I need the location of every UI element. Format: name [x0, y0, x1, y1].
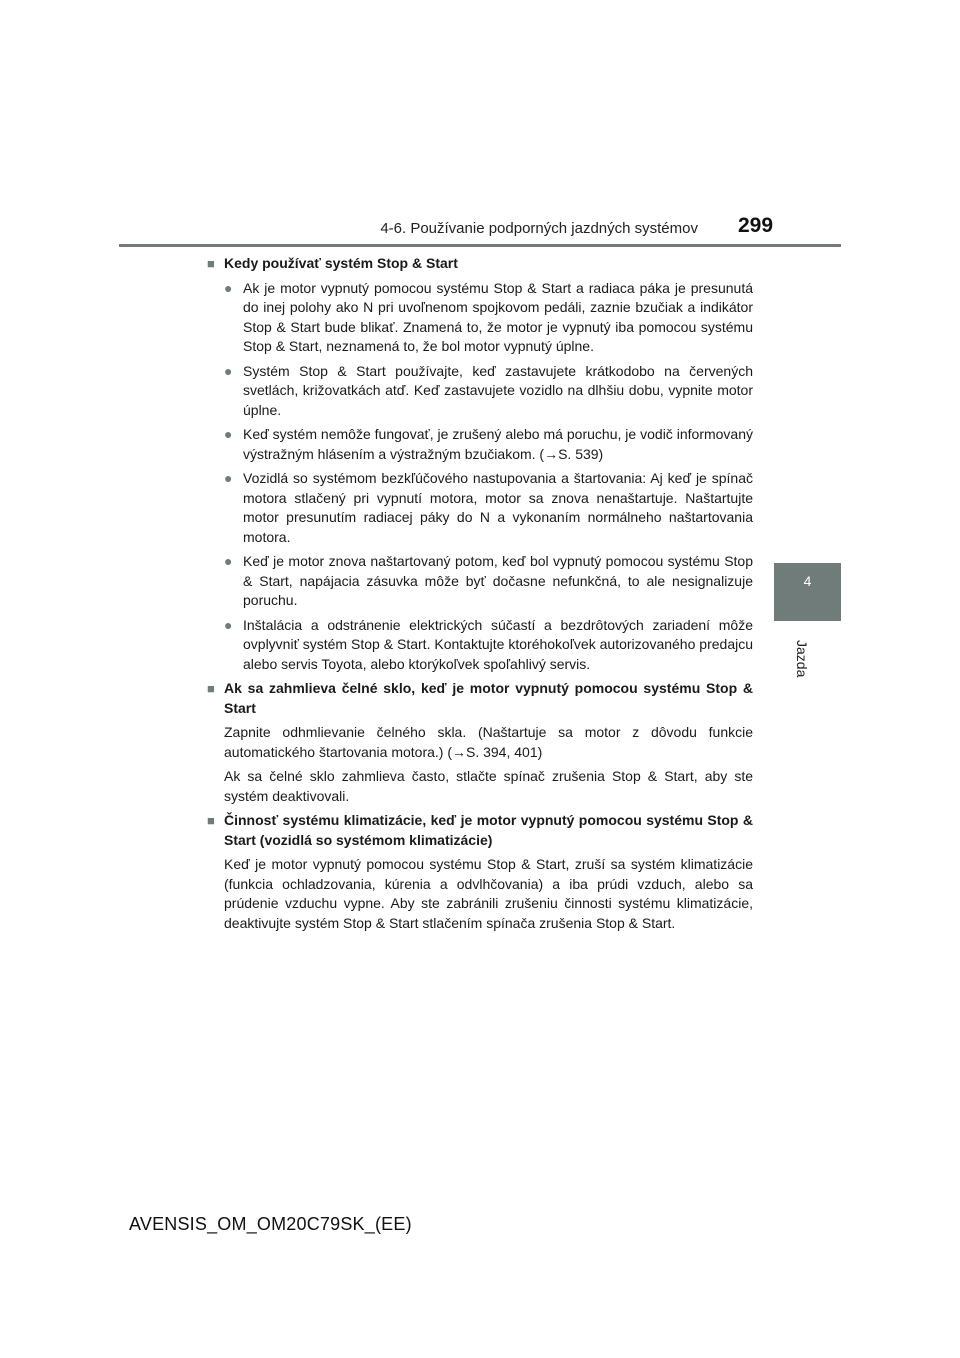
chapter-title: 4-6. Používanie podporných jazdných systémov [380, 220, 698, 237]
section-heading [207, 254, 753, 274]
paragraph: Keď je motor vypnutý pomocou systému Stop & Start, zruší sa systém klimatizácie (funkcia ochladzovania, kúrenia a odvlhčovania) a iba prúdi vzduch, alebo sa prúdenie vzduchu vypne. Aby ste zabránili zrušeniu činnosti systému klimatizácie, deaktivujte systém Stop & Start stlačením spínača zrušenia Stop & Start. [224, 856, 753, 931]
circle-bullet-icon: ● [224, 362, 233, 379]
section-heading-text: Ak sa zahmlieva čelné sklo, keď je motor vypnutý pomocou systému Stop & Start [224, 680, 753, 716]
section-heading-text: Činnosť systému klimatizácie, keď je motor vypnutý pomocou systému Stop & Start (vozidlá so systémom klimatizácie) [224, 812, 753, 848]
list-item [207, 552, 753, 611]
section-heading [207, 679, 753, 718]
list-item [207, 362, 753, 421]
document-code: AVENSIS_OM_OM20C79SK_(EE) [129, 1214, 412, 1234]
page-number: 299 [738, 214, 774, 237]
circle-bullet-icon: ● [224, 553, 233, 569]
list-item [207, 469, 753, 547]
list-item [207, 425, 753, 464]
square-bullet-icon: ■ [207, 681, 215, 696]
list-item [207, 616, 753, 675]
section-heading [207, 811, 753, 850]
list-item-text: Keď systém nemôže fungovať, je zrušený alebo má poruchu, je vodič informovaný výstražným hlásením a výstražným bzučiakom. (→S. 539) [243, 426, 753, 462]
list-item-text: Systém Stop & Start používajte, keď zastavujete krátkodobo na červených svetlách, križovatkách atď. Keď zastavujete vozidlo na dlhšiu dobu, vypnite motor úplne. [243, 362, 753, 418]
circle-bullet-icon: ● [224, 279, 233, 296]
chapter-tab [774, 563, 841, 621]
section-heading-text: Kedy používať systém Stop & Start [224, 255, 458, 271]
paragraph: Zapnite odhmlievanie čelného skla. (Naštartuje sa motor z dôvodu funkcie automatického štartovania motora.) (→S. 394, 401) [224, 724, 753, 760]
paragraph: Ak sa čelné sklo zahmlieva často, stlačte spínač zrušenia Stop & Start, aby ste systém deaktivovali. [224, 768, 753, 804]
circle-bullet-icon: ● [224, 426, 233, 442]
circle-bullet-icon: ● [224, 616, 233, 633]
list-item [207, 279, 753, 357]
list-item-text: Inštalácia a odstránenie elektrických súčastí a bezdrôtových zariadení môže ovplyvniť systém Stop & Start. Kontaktujte ktoréhokoľvek autorizovaného predajcu alebo servis Toyota, alebo ktorýkoľvek spoľahlivý servis. [243, 616, 753, 672]
chapter-tab-number: 4 [803, 573, 812, 589]
main-content [207, 254, 753, 938]
square-bullet-icon: ■ [207, 813, 215, 828]
header-divider [119, 244, 841, 247]
list-item-text: Keď je motor znova naštartovaný potom, keď bol vypnutý pomocou systému Stop & Start, napájacia zásuvka môže byť dočasne nefunkčná, to ale nesignalizuje poruchu. [243, 553, 753, 608]
square-bullet-icon: ■ [207, 256, 215, 271]
list-item-text: Ak je motor vypnutý pomocou systému Stop & Start a radiaca páka je presunutá do inej polohy ako N pri uvoľnenom spojkovom pedáli, zaznie bzučiak a indikátor Stop & Start bude blikať. Znamená to, že motor je vypnutý iba pomocou systému Stop & Start, neznamená to, že bol motor vypnutý úplne. [243, 279, 753, 354]
list-item-text: Vozidlá so systémom bezkľúčového nastupovania a štartovania: Aj keď je spínač motora stlačený pri vypnutí motora, motor sa znova nenaštartuje. Naštartujte motor presunutím radiacej páky do N a vykonaním normálneho naštartovania motora. [243, 470, 753, 545]
circle-bullet-icon: ● [224, 470, 233, 486]
chapter-tab-label: Jazda [794, 640, 810, 678]
